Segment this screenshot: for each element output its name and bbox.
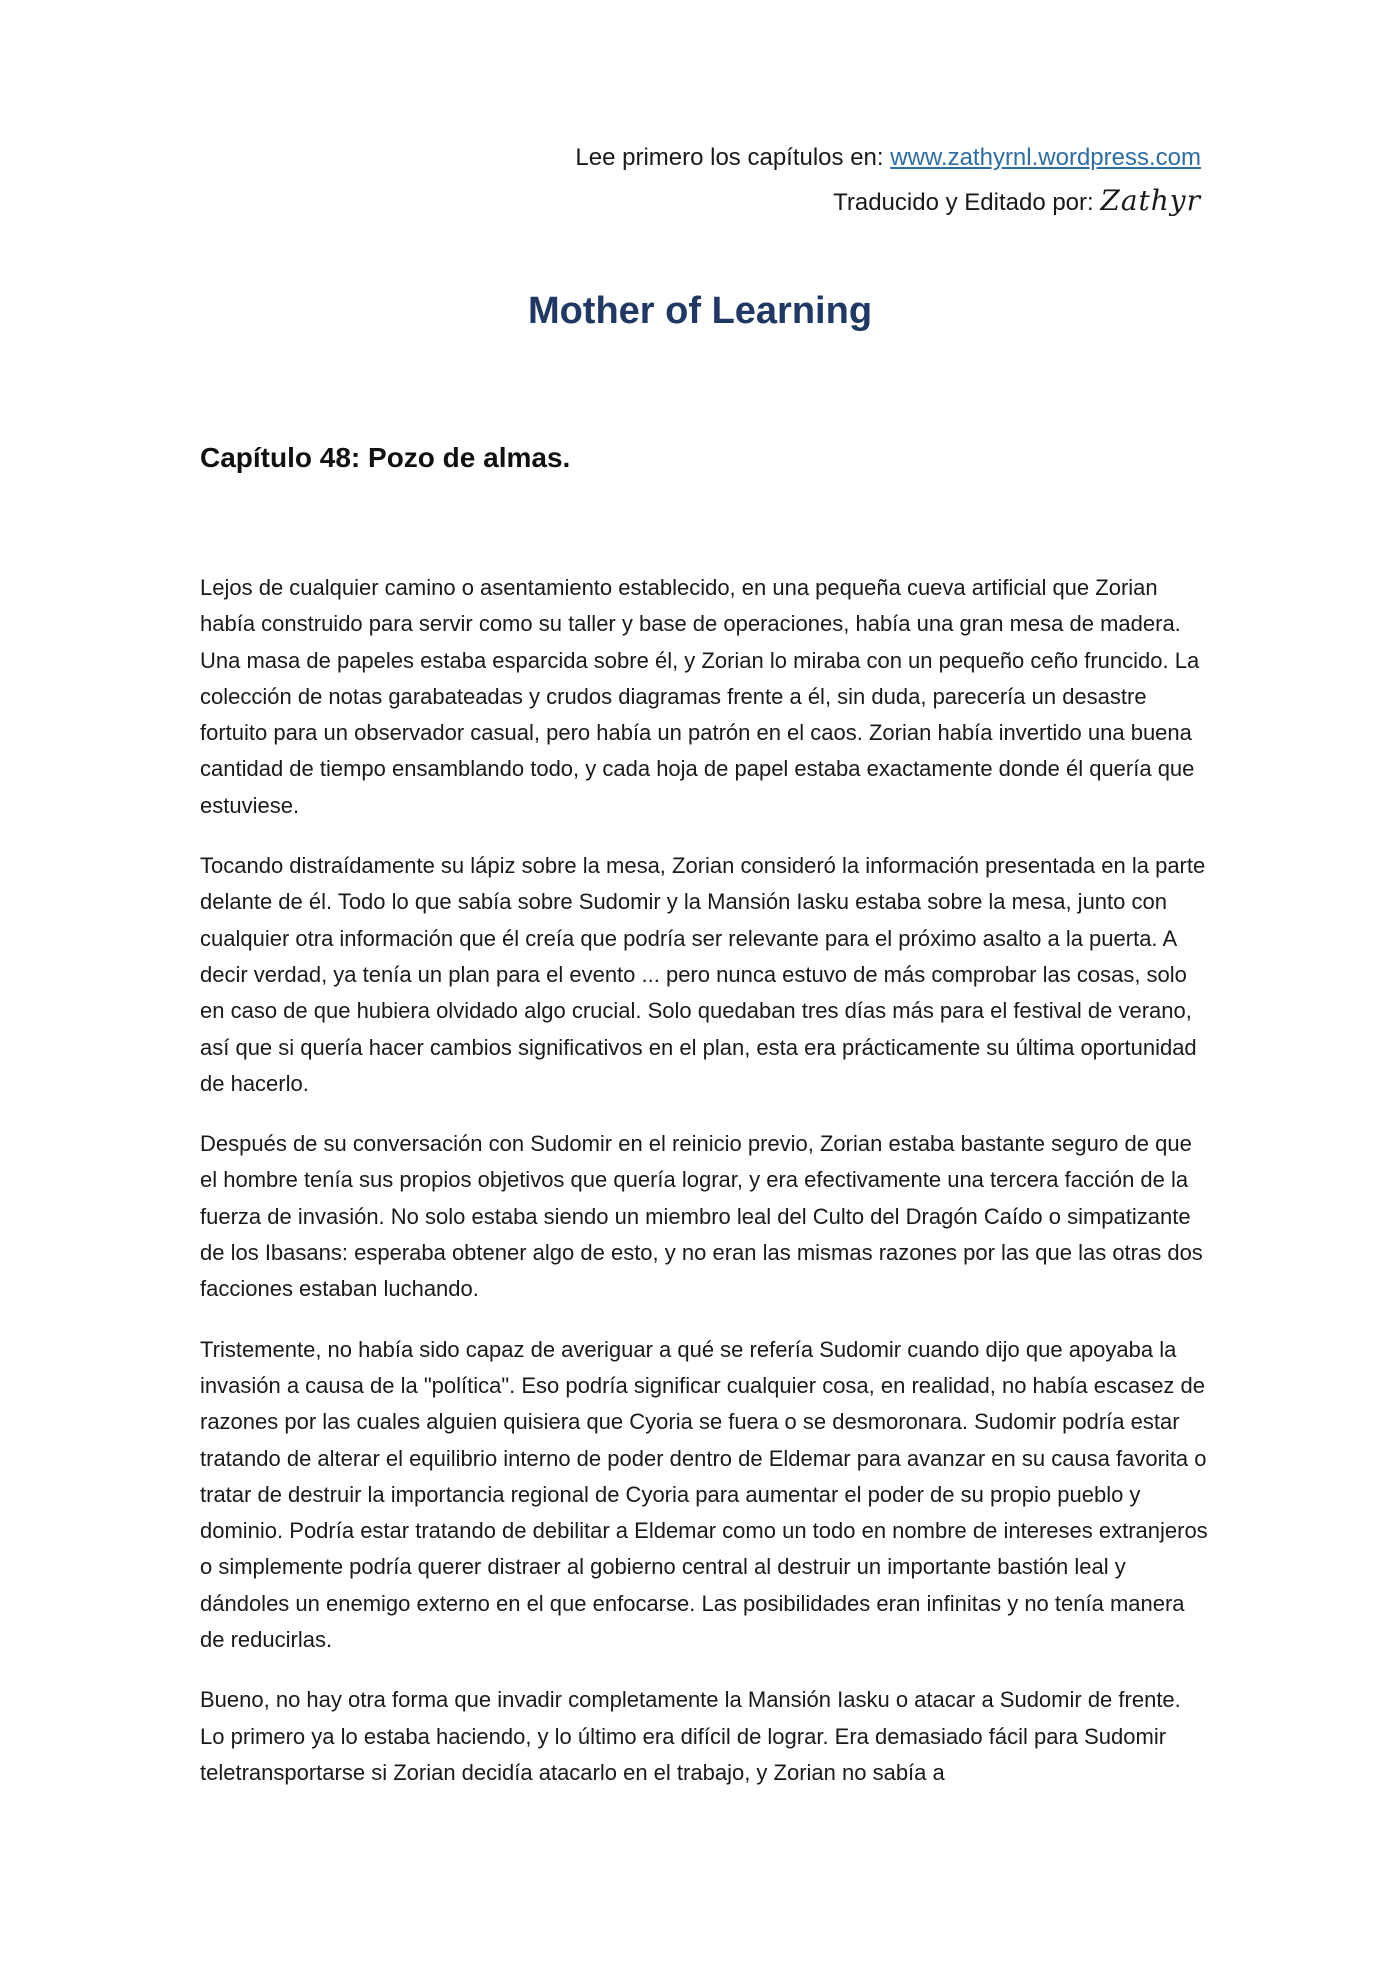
body-paragraph: Lejos de cualquier camino o asentamiento establecido, en una pequeña cueva artificial que Zorian había construido para servir como su taller y base de operaciones, había una gran mesa de madera. Una masa de papeles estaba esparcida sobre él, y Zorian lo miraba con un pequeño ceño fruncido. La colección de notas garabateadas y crudos diagramas frente a él, sin duda, parecería un desastre fortuito para un observador casual, pero había un patrón en el caos. Zorian había invertido una buena cantidad de tiempo ensamblando todo, y cada hoja de papel estaba exactamente donde él quería que estuviese. (200, 575, 1200, 818)
translator-line (575, 179, 1201, 224)
translator-signature: Zathyr (1100, 184, 1201, 217)
read-first-line (575, 136, 1201, 179)
blog-link[interactable]: www.zathyrnl.wordpress.com (890, 144, 1201, 171)
body-paragraph: Tocando distraídamente su lápiz sobre la mesa, Zorian consideró la información presentada en la parte delante de él. Todo lo que sabía sobre Sudomir y la Mansión Iasku estaba sobre la mesa, junto con cualquier otra información que él creía que podría ser relevante para el próximo asalto a la puerta. A decir verdad, ya tenía un plan para el evento ... pero nunca estuvo de más comprobar las cosas, solo en caso de que hubiera olvidado algo crucial. Solo quedaban tres días más para el festival de verano, así que si quería hacer cambios significativos en el plan, esta era prácticamente su última oportunidad de hacerlo. (200, 853, 1206, 1096)
read-first-label: Lee primero los capítulos en: (575, 144, 891, 171)
page-header (575, 136, 1201, 224)
chapter-body (200, 570, 1210, 1815)
translator-label: Traducido y Editado por: (833, 189, 1101, 216)
document-title: Mother of Learning (527, 290, 873, 332)
body-paragraph: Tristemente, no había sido capaz de averiguar a qué se refería Sudomir cuando dijo que apoyaba la invasión a causa de la "política". Eso podría significar cualquier cosa, en realidad, no había escasez de razones por las cuales alguien quisiera que Cyoria se fuera o se desmoronara. Sudomir podría estar tratando de alterar el equilibrio interno de poder dentro de Eldemar para avanzar en su causa favorita o tratar de destruir la importancia regional de Cyoria para aumentar el poder de su propio pueblo y dominio. Podría estar tratando de debilitar a Eldemar como un todo en nombre de intereses extranjeros o simplemente podría querer distraer al gobierno central al destruir un importante bastión leal y dándoles un enemigo externo en el que enfocarse. Las posibilidades eran infinitas y no tenía manera de reducirlas. (200, 1336, 1208, 1653)
body-paragraph: Bueno, no hay otra forma que invadir completamente la Mansión Iasku o atacar a Sudomir de frente. Lo primero ya lo estaba haciendo, y lo último era difícil de lograr. Era demasiado fácil para Sudomir teletransportarse si Zorian decidía atacarlo en el trabajo, y Zorian no sabía a (200, 1687, 1181, 1785)
body-paragraph: Después de su conversación con Sudomir en el reinicio previo, Zorian estaba bastante seguro de que el hombre tenía sus propios objetivos que quería lograr, y era efectivamente una tercera facción de la fuerza de invasión. No solo estaba siendo un miembro leal del Culto del Dragón Caído o simpatizante de los Ibasans: esperaba obtener algo de esto, y no eran las mismas razones por las que las otras dos facciones estaban luchando. (200, 1131, 1203, 1302)
chapter-heading: Capítulo 48: Pozo de almas. (200, 442, 571, 473)
